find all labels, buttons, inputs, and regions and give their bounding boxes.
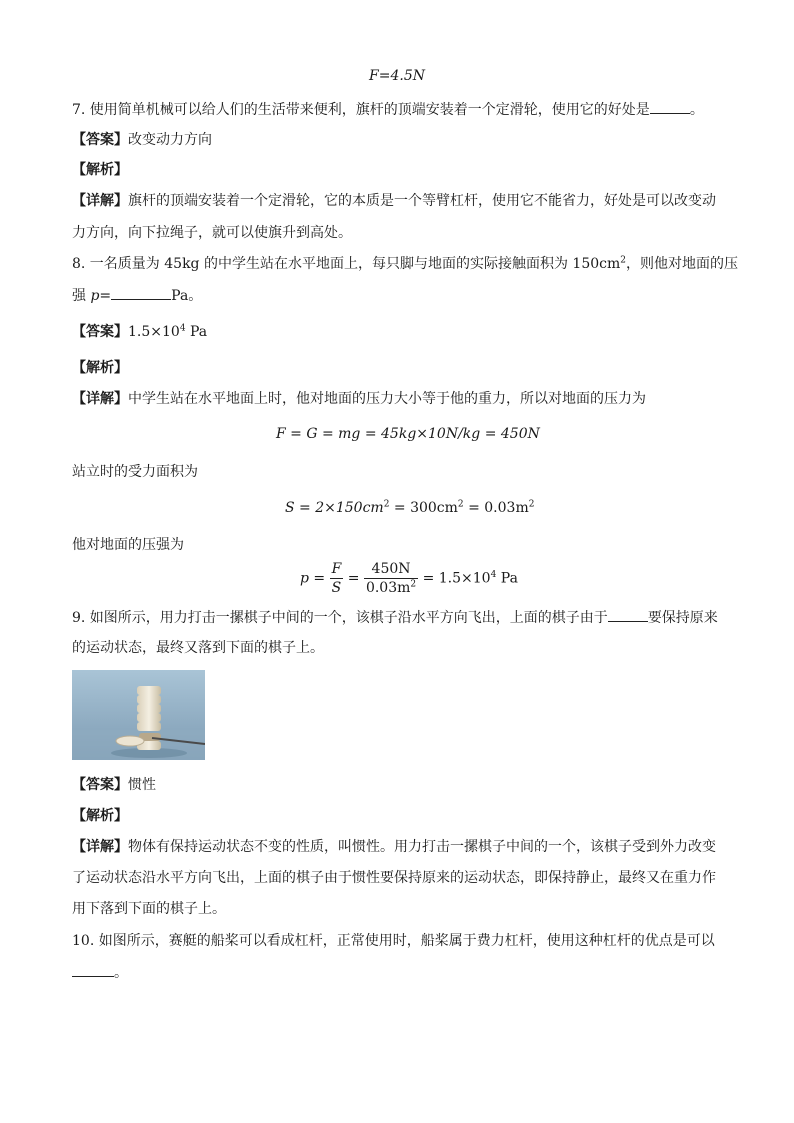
q7-detail-2: 力方向，向下拉绳子，就可以使旗升到高处。: [72, 225, 352, 241]
q8-detail-1: 【详解】中学生站在水平地面上时，他对地面的压力大小等于他的重力，所以对地面的压力为: [72, 391, 646, 407]
q9-answer: 【答案】惯性: [72, 777, 156, 793]
q9-detail-3: 用下落到下面的棋子上。: [72, 901, 226, 917]
q8-equation-area: $S = 2\times 150cm^2 = 300cm^2 = 0.03m^2$: [285, 499, 535, 516]
q8-detail-2: 站立时的受力面积为: [72, 464, 198, 480]
q7-answer-blank: [650, 99, 690, 114]
q8-question-2: 强 p= Pa。: [72, 285, 732, 306]
q7-answer: 【答案】改变动力方向: [72, 132, 212, 148]
q9-question-2: 的运动状态，最终又落到下面的棋子上。: [72, 640, 324, 656]
q9-answer-blank: [608, 607, 648, 622]
q10-answer-blank: [72, 962, 114, 977]
stacked-checkers-photo: [72, 670, 205, 760]
q8-analysis: 【解析】: [72, 360, 128, 376]
q8-question-1: 8. 一名质量为 45kg 的中学生站在水平地面上，每只脚与地面的实际接触面积为 $150cm^2$，则他对地面的压: [72, 255, 738, 272]
top-equation: F=4.5N: [369, 68, 425, 84]
q9-detail-2: 了运动状态沿水平方向飞出，上面的棋子由于惯性要保持原来的运动状态，即保持静止，最终又在重力作: [72, 870, 716, 886]
q7-question: 7. 使用简单机械可以给人们的生活带来便利，旗杆的顶端安装着一个定滑轮，使用它的好处是 。: [72, 99, 732, 120]
q9-question-1: 9. 如图所示，用力打击一摞棋子中间的一个，该棋子沿水平方向飞出，上面的棋子由于 要保持原来: [72, 607, 732, 628]
q8-equation-force: F = G = mg = 45kg×10N/kg = 450N: [276, 426, 540, 442]
q9-detail-1: 【详解】物体有保持运动状态不变的性质，叫惯性。用力打击一摞棋子中间的一个，该棋子受到外力改变: [72, 839, 716, 855]
fraction-values: $\frac{450N}{0.03m^2}$: [365, 561, 417, 596]
q8-detail-3: 他对地面的压强为: [72, 537, 184, 553]
q10-question-1: 10. 如图所示，赛艇的船桨可以看成杠杆，正常使用时，船桨属于费力杠杆，使用这种杠杆的优点是可以: [72, 933, 715, 949]
fraction-f-over-s: $\frac{F}{S}$: [331, 561, 342, 596]
checkers-photo-illustration: [72, 670, 205, 760]
q8-equation-pressure: p = $\frac{F}{S}$ = $\frac{450N}{0.03m^2}$ = $1.5\times 10^4$ Pa: [300, 561, 518, 596]
q8-answer: 【答案】$1.5\times 10^4$ Pa: [72, 323, 208, 340]
q7-detail-1: 【详解】旗杆的顶端安装着一个定滑轮，它的本质是一个等臂杠杆，使用它不能省力，好处是可以改变动: [72, 193, 716, 209]
q9-analysis: 【解析】: [72, 808, 128, 824]
q10-question-2: 。: [72, 962, 732, 983]
q8-answer-blank: [111, 285, 171, 300]
q7-analysis: 【解析】: [72, 162, 128, 178]
